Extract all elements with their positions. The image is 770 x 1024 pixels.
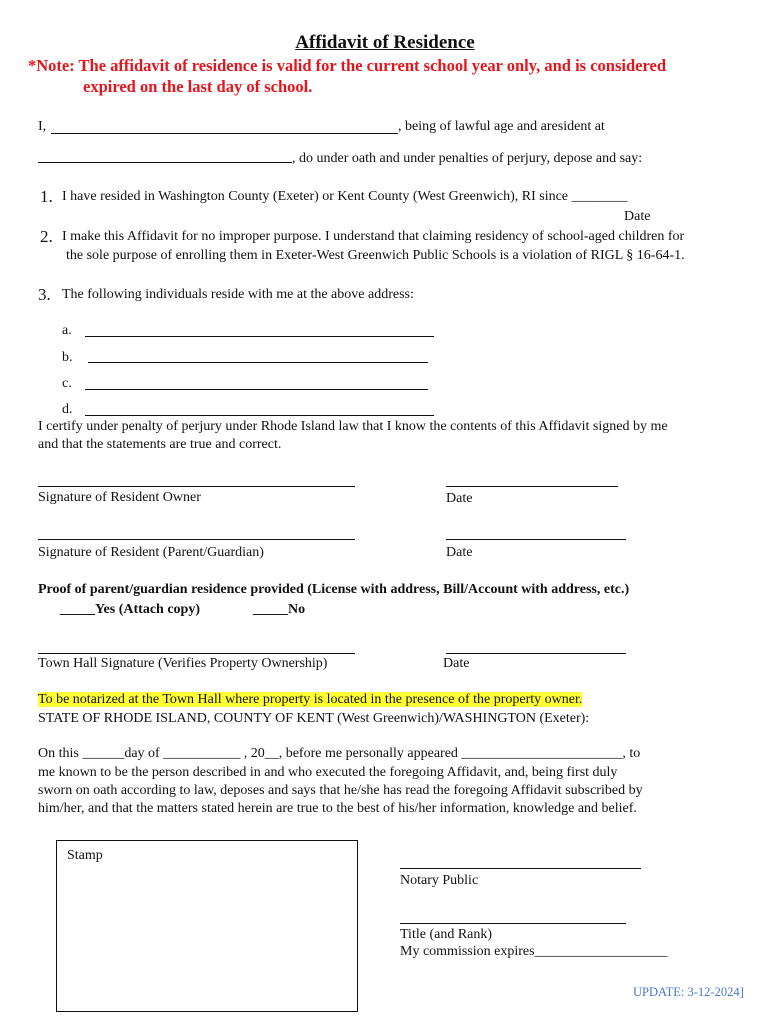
owner-date-label: Date	[446, 491, 473, 506]
notary-signature-field[interactable]	[400, 868, 641, 869]
item-3-number: 3.	[38, 285, 51, 304]
town-hall-signature-label: Town Hall Signature (Verifies Property Ownership)	[38, 656, 328, 671]
town-hall-signature-field[interactable]	[38, 653, 355, 654]
notary-paragraph-1: On this ______day of ___________ , 20__, before me personally appeared _______________________, to	[38, 746, 641, 761]
item-1-text: I have resided in Washington County (Exeter) or Kent County (West Greenwich), RI since ________	[62, 189, 628, 204]
notary-paragraph-3: sworn on oath according to law, deposes and says that he/she has read the foregoing Affidavit subscribed by	[38, 783, 643, 798]
item-2-number: 2.	[40, 227, 53, 246]
individual-c-field[interactable]	[85, 389, 428, 390]
item-2-text-2: the sole purpose of enrolling them in Exeter-West Greenwich Public Schools is a violation of RIGL § 16-64-1.	[66, 248, 685, 263]
individual-d-label: d.	[62, 402, 73, 417]
item-2-text-1: I make this Affidavit for no improper purpose. I understand that claiming residency of school-aged children for	[62, 229, 685, 244]
item-1-date-label: Date	[624, 209, 651, 224]
guardian-signature-label: Signature of Resident (Parent/Guardian)	[38, 545, 264, 560]
commission-expires-field[interactable]: My commission expires___________________	[400, 944, 668, 959]
item-1-number: 1.	[40, 187, 53, 206]
intro-line2-suffix: , do under oath and under penalties of perjury, depose and say:	[292, 151, 643, 166]
owner-signature-field[interactable]	[38, 486, 355, 487]
update-date: UPDATE: 3-12-2024]	[633, 985, 744, 999]
individual-c-label: c.	[62, 376, 72, 391]
individual-a-label: a.	[62, 323, 72, 338]
guardian-signature-field[interactable]	[38, 539, 355, 540]
individual-b-field[interactable]	[88, 362, 428, 363]
individual-a-field[interactable]	[85, 336, 434, 337]
title-rank-label: Title (and Rank)	[400, 927, 493, 942]
stamp-box	[56, 840, 358, 1012]
town-hall-date-label: Date	[443, 656, 470, 671]
page-title: Affidavit of Residence	[295, 32, 475, 53]
owner-signature-label: Signature of Resident Owner	[38, 490, 201, 505]
certify-line-1: I certify under penalty of perjury under Rhode Island law that I know the contents of this Affidavit signed by me	[38, 419, 668, 434]
note-line-1: *Note: The affidavit of residence is valid for the current school year only, and is considered	[28, 56, 666, 75]
notary-paragraph-4: him/her, and that the matters stated herein are true to the best of his/her information, knowledge and belief.	[38, 801, 637, 816]
resident-name-field[interactable]	[51, 133, 398, 134]
certify-line-2: and that the statements are true and correct.	[38, 437, 282, 452]
guardian-date-field[interactable]	[446, 539, 626, 540]
notarize-instruction: To be notarized at the Town Hall where property is located in the presence of the property owner.	[38, 692, 583, 707]
notary-public-label: Notary Public	[400, 873, 479, 888]
town-hall-date-field[interactable]	[446, 653, 626, 654]
stamp-label: Stamp	[67, 848, 103, 863]
proof-heading: Proof of parent/guardian residence provided (License with address, Bill/Account with address, etc.)	[38, 582, 630, 597]
individual-d-field[interactable]	[85, 415, 434, 416]
guardian-date-label: Date	[446, 545, 473, 560]
title-rank-field[interactable]	[400, 923, 626, 924]
note-line-2: expired on the last day of school.	[83, 77, 313, 96]
item-3-text: The following individuals reside with me at the above address:	[62, 287, 414, 302]
resident-address-field[interactable]	[38, 162, 292, 163]
individual-b-label: b.	[62, 350, 73, 365]
proof-yes-option[interactable]: _____Yes (Attach copy)	[60, 602, 200, 617]
notary-paragraph-2: me known to be the person described in and who executed the foregoing Affidavit, and, being first duly	[38, 765, 618, 780]
intro-line1-suffix: , being of lawful age and aresident at	[398, 119, 605, 134]
owner-date-field[interactable]	[446, 486, 618, 487]
proof-no-option[interactable]: _____No	[253, 602, 306, 617]
intro-i: I,	[38, 119, 47, 134]
state-county-line: STATE OF RHODE ISLAND, COUNTY OF KENT (West Greenwich)/WASHINGTON (Exeter):	[38, 711, 590, 726]
